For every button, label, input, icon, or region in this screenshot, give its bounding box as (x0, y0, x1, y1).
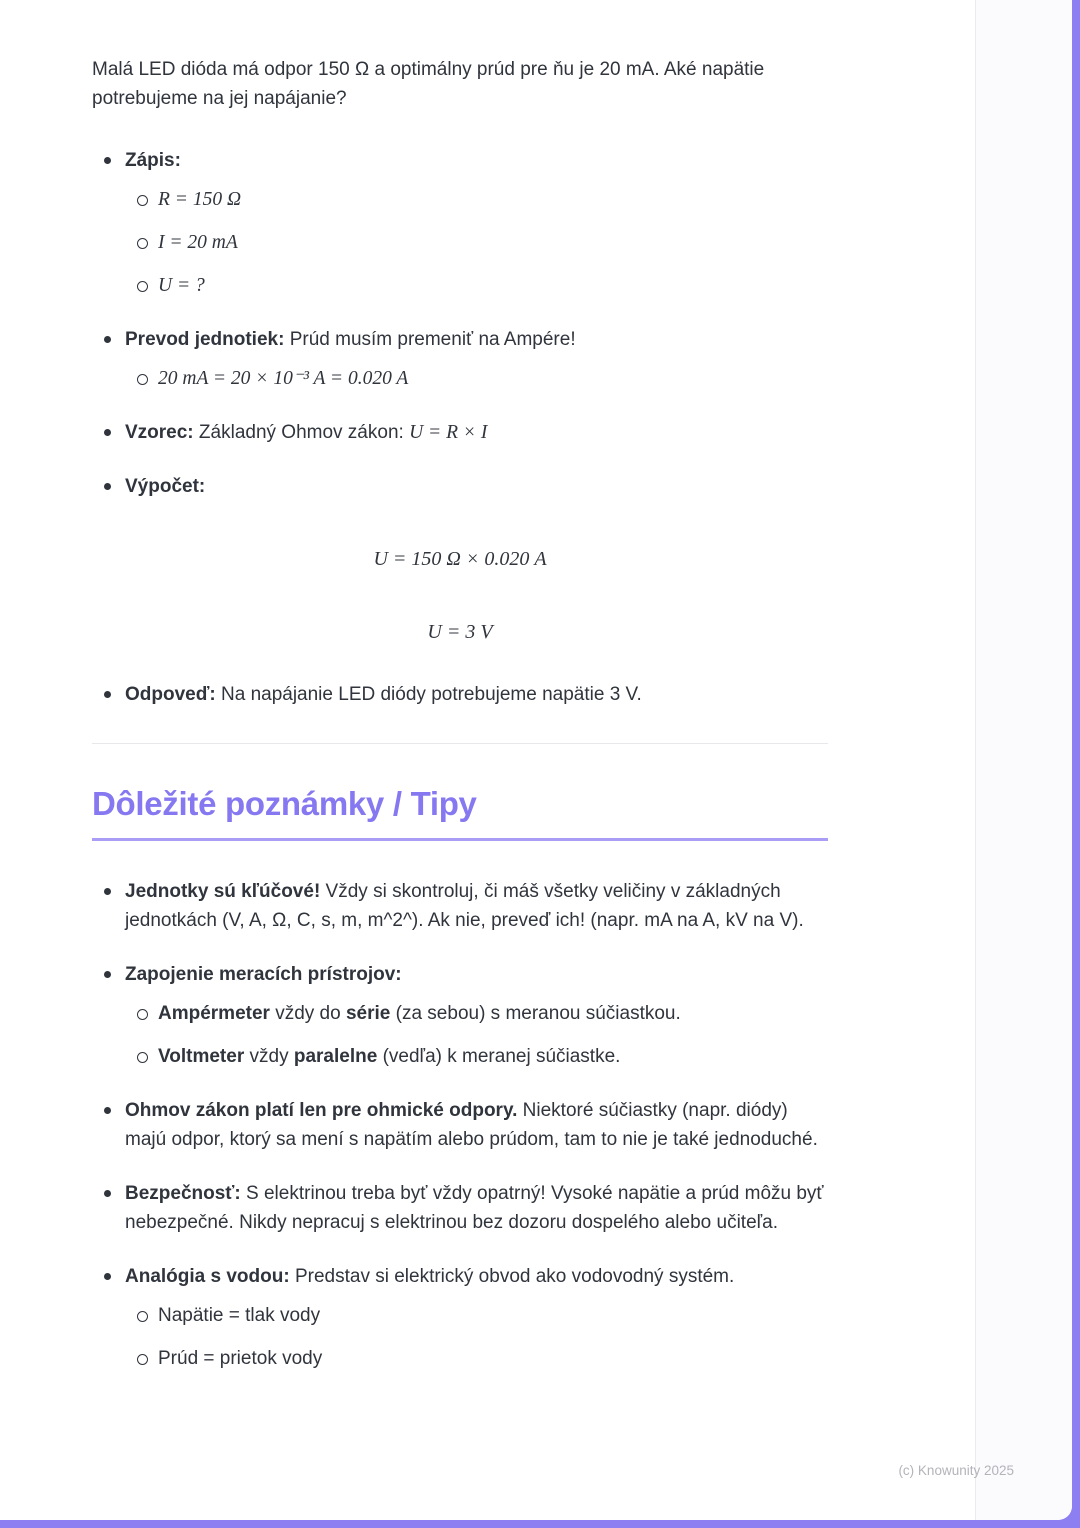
list-item-body (125, 1262, 828, 1373)
list-item (125, 364, 828, 393)
list-item-vzorec (92, 418, 828, 447)
bezpecnost-text: S elektrinou treba byť vždy opatrný! Vysoké napätie a prúd môžu byť nebezpečné. Nikdy nepracuj s elektrinou bez dozoru dospelého alebo učiteľa. (125, 1182, 824, 1233)
list-item (125, 1301, 828, 1330)
jednotky-label: Jednotky sú kľúčové! (125, 880, 321, 902)
bullet-icon (92, 1262, 125, 1291)
jednotky-text: Vždy si skontroluj, či máš všetky veličiny v základných jednotkách (V, A, Ω, C, s, m, m^2^). Ak nie, preveď ich! (napr. mA na A, kV na V). (125, 880, 804, 931)
list-item-body (125, 1179, 828, 1237)
analogia-sublist (125, 1301, 828, 1373)
document-content (92, 55, 828, 1373)
bullet-icon (92, 1179, 125, 1208)
list-item-zapojenie (92, 960, 828, 1071)
copyright-note: (c) Knowunity 2025 (898, 1463, 1014, 1478)
tips-list (92, 877, 828, 1373)
math-ohm-law: U = R × I (409, 422, 488, 443)
section-divider (92, 743, 828, 744)
ohm-label: Ohmov zákon platí len pre ohmické odpory. (125, 1099, 518, 1121)
list-item (125, 185, 828, 214)
list-item-analogia (92, 1262, 828, 1373)
prevod-sublist (125, 364, 828, 393)
list-item-vypocet (92, 472, 828, 655)
ampermeter-note (158, 999, 828, 1028)
voltmeter-note (158, 1042, 828, 1071)
list-item (125, 999, 828, 1028)
list-item-body (125, 960, 828, 1071)
list-item-body (125, 325, 828, 393)
zapojenie-label: Zapojenie meracích prístrojov: (125, 963, 402, 985)
bullet-icon (92, 960, 125, 989)
ohm-text: Niektoré súčiastky (napr. diódy) majú odpor, ktorý sa mení s napätím alebo prúdom, tam to nie je také jednoduché. (125, 1099, 818, 1150)
list-item-body (125, 146, 828, 300)
math-voltage: U = ? (158, 275, 205, 296)
analogia-voltage: Napätie = tlak vody (158, 1304, 321, 1326)
odpoved-label: Odpoveď: (125, 684, 216, 705)
bullet-icon (92, 877, 125, 906)
list-item-bezpecnost (92, 1179, 828, 1237)
vzorec-label: Vzorec: (125, 422, 194, 443)
analogia-current: Prúd = prietok vody (158, 1347, 323, 1369)
voltmeter-term-2: paralelne (293, 1045, 378, 1067)
display-equation-1: U = 150 Ω × 0.020 A (373, 548, 547, 570)
circle-icon (125, 364, 158, 393)
list-item-body (125, 1096, 828, 1154)
bezpecnost-label: Bezpečnosť: (125, 1182, 241, 1204)
vzorec-text: Základný Ohmov zákon: (193, 422, 410, 443)
bullet-icon (92, 418, 125, 447)
zapis-label: Zápis: (125, 150, 181, 171)
voltmeter-term: Voltmeter (158, 1045, 245, 1067)
circle-icon (125, 185, 158, 214)
ampermeter-term-2: série (345, 1002, 391, 1024)
circle-icon (125, 271, 158, 300)
prevod-label: Prevod jednotiek: (125, 329, 285, 350)
zapojenie-sublist (125, 999, 828, 1071)
circle-icon (125, 1042, 158, 1071)
circle-icon (125, 1344, 158, 1373)
list-item-body (125, 680, 828, 709)
list-item-jednotky (92, 877, 828, 935)
ampermeter-text-1: vždy do (269, 1002, 346, 1024)
list-item (125, 271, 828, 300)
odpoved-text: Na napájanie LED diódy potrebujeme napätie 3 V. (215, 684, 642, 705)
vypocet-label: Výpočet: (125, 476, 206, 497)
solution-list (92, 146, 828, 709)
ampermeter-text-2: (za sebou) s meranou súčiastkou. (390, 1002, 681, 1024)
math-current: I = 20 mA (158, 232, 238, 253)
list-item-prevod (92, 325, 828, 393)
list-item-ohm (92, 1096, 828, 1154)
prevod-text: Prúd musím premeniť na Ampére! (284, 329, 576, 350)
list-item (125, 1042, 828, 1071)
bullet-icon (92, 680, 125, 709)
voltmeter-text-1: vždy (244, 1045, 294, 1067)
zapis-sublist (125, 185, 828, 300)
page-gutter (975, 0, 1072, 1520)
section-heading: Dôležité poznámky / Tipy (92, 784, 828, 841)
math-conversion: 20 mA = 20 × 10⁻³ A = 0.020 A (158, 368, 409, 389)
circle-icon (125, 1301, 158, 1330)
list-item-zapis (92, 146, 828, 300)
bullet-icon (92, 472, 125, 501)
list-item-odpoved (92, 680, 828, 709)
bullet-icon (92, 325, 125, 354)
math-resistance: R = 150 Ω (158, 189, 242, 210)
bullet-icon (92, 1096, 125, 1125)
list-item-body (125, 877, 828, 935)
voltmeter-text-2: (vedľa) k meranej súčiastke. (377, 1045, 621, 1067)
circle-icon (125, 228, 158, 257)
problem-statement: Malá LED dióda má odpor 150 Ω a optimálny prúd pre ňu je 20 mA. Aké napätie potrebujeme na jej napájanie? (92, 59, 765, 109)
list-item (125, 1344, 828, 1373)
analogia-label: Analógia s vodou: (125, 1265, 290, 1287)
display-equation-2: U = 3 V (427, 621, 493, 643)
list-item-body (125, 418, 828, 447)
bullet-icon (92, 146, 125, 175)
analogia-text: Predstav si elektrický obvod ako vodovodný systém. (289, 1265, 735, 1287)
circle-icon (125, 999, 158, 1028)
list-item-body (125, 472, 828, 655)
ampermeter-term: Ampérmeter (158, 1002, 270, 1024)
list-item (125, 228, 828, 257)
